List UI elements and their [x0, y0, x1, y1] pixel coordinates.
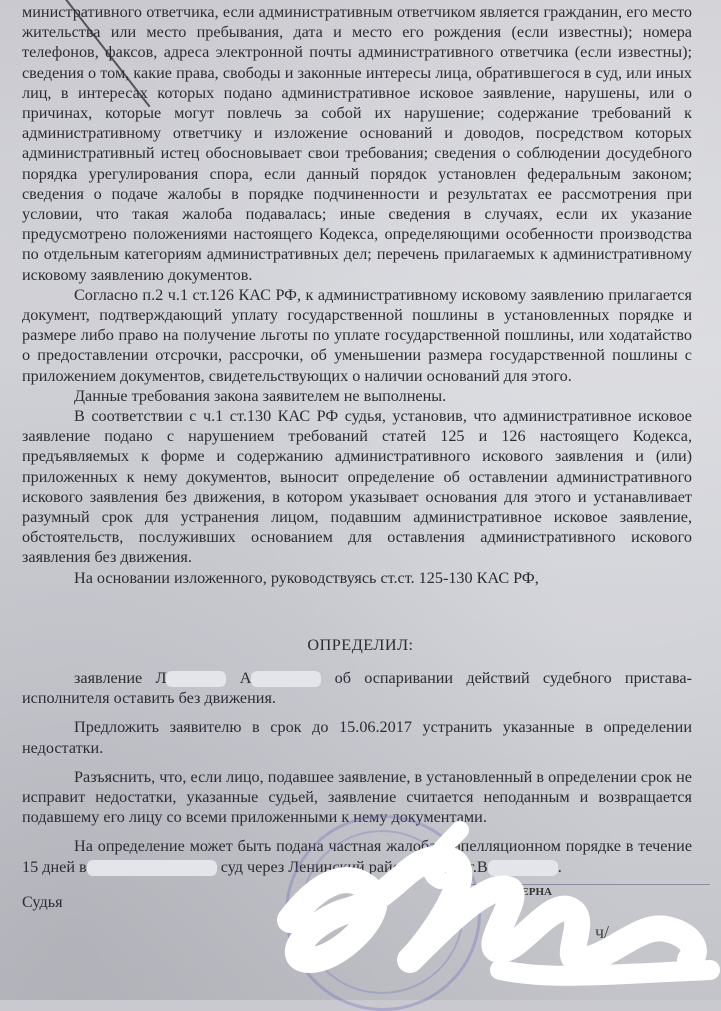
ruling-title: ОПРЕДЕЛИЛ: — [307, 636, 414, 654]
ruling-item-explanation: Разъяснить, что, если лицо, подавшее заявление, в установленный в определении срок не исправит недостатки, указанные судьей, заявление считается неподанным и возвращается подавшему его лицу со всеми приложенными к нему документами. — [22, 767, 692, 827]
redaction-mark — [251, 671, 321, 687]
paragraph-grounds: На основании изложенного, руководствуясь ст.ст. 125-130 КАС РФ, — [74, 568, 539, 587]
ruling-text: На определение может быть подана частная жалоба в апелляционном порядке в течение 15 дней в — [22, 837, 692, 876]
paragraph-fee: Согласно п.2 ч.1 ст.126 КАС РФ, к административному исковому заявлению прилагается документ, подтверждающий уплату государственной пошлины в установленных порядке и размере либо право на получение льготы по уплате государственной пошлины, или ходатайство о предоставлении отсрочки, рассрочки, об уменьшении размера государственной пошлины с приложением документов, свидетельствующих о наличии оснований для этого. — [22, 285, 692, 385]
redaction-mark — [166, 671, 226, 687]
paragraph-article-130: В соответствии с ч.1 ст.130 КАС РФ судья, установив, что административное исковое заявление подано с нарушением требований статей 125 и 126 настоящего Кодекса, предъявляемых к форме и содержанию административного искового заявления и (или) приложенных к нему документов, выносит определение об оставлении административного искового заявления без движения, в котором указывает основания для этого и устанавливает разумный срок для устранения лицом, подавшим административное исковое заявление, обстоятельств, послуживших основанием для оставления административного искового заявления без движения. — [22, 407, 692, 567]
ruling-item-leave-without-motion — [22, 668, 692, 708]
stamp-mark: ч/ — [595, 922, 610, 942]
paragraph-not-fulfilled: Данные требования закона заявителем не выполнены. — [74, 386, 447, 405]
stamp-title: ...ПИЯ ВЕРНА — [478, 886, 552, 898]
paragraph-requirements: министративного ответчика, если административным ответчиком является гражданин, его место жительства или место пребывания, дата и место его рождения (если известны); номера телефонов, факсов, адреса электронной почты административного ответчика (если известны); сведения о том, какие права, свободы и законные интересы лица, обратившегося в суд, или иных лиц, в интересах которых подано административное исковое заявление, нарушены, или о причинах, которые могут повлечь за собой их нарушение; содержание требований к административному ответчику и изложение оснований и доводов, посредством которых административный истец обосновывает свои требования; сведения о соблюдении досудебного порядка урегулирования спора, если данный порядок установлен федеральным законом; сведения о подаче жалобы в порядке подчиненности и результатах ее рассмотрения при условии, что такая жалоба подавалась; иные сведения в случаях, если их указание предусмотрено положениями настоящего Кодекса, определяющими особенности производства по отдельным категориям административных дел; перечень прилагаемых к административному исковому заявлению документов. — [22, 3, 692, 284]
document-body — [22, 2, 692, 588]
signature-redaction — [250, 810, 720, 1000]
ruling-text: об оспаривании действий судебного пристава-исполнителя оставить без движения. — [22, 669, 692, 708]
ruling-text: А — [226, 669, 252, 687]
ruling-item-deadline: Предложить заявителю в срок до 15.06.2017 устранить указанные в определении недостатки. — [22, 718, 692, 757]
judge-label: Судья — [22, 893, 63, 911]
ruling-text: суд через Ленинский районный суд г.В — [216, 857, 488, 876]
redaction-mark — [87, 860, 217, 876]
ruling-text: . — [557, 857, 562, 876]
ruling-text: заявление Л — [74, 669, 167, 687]
